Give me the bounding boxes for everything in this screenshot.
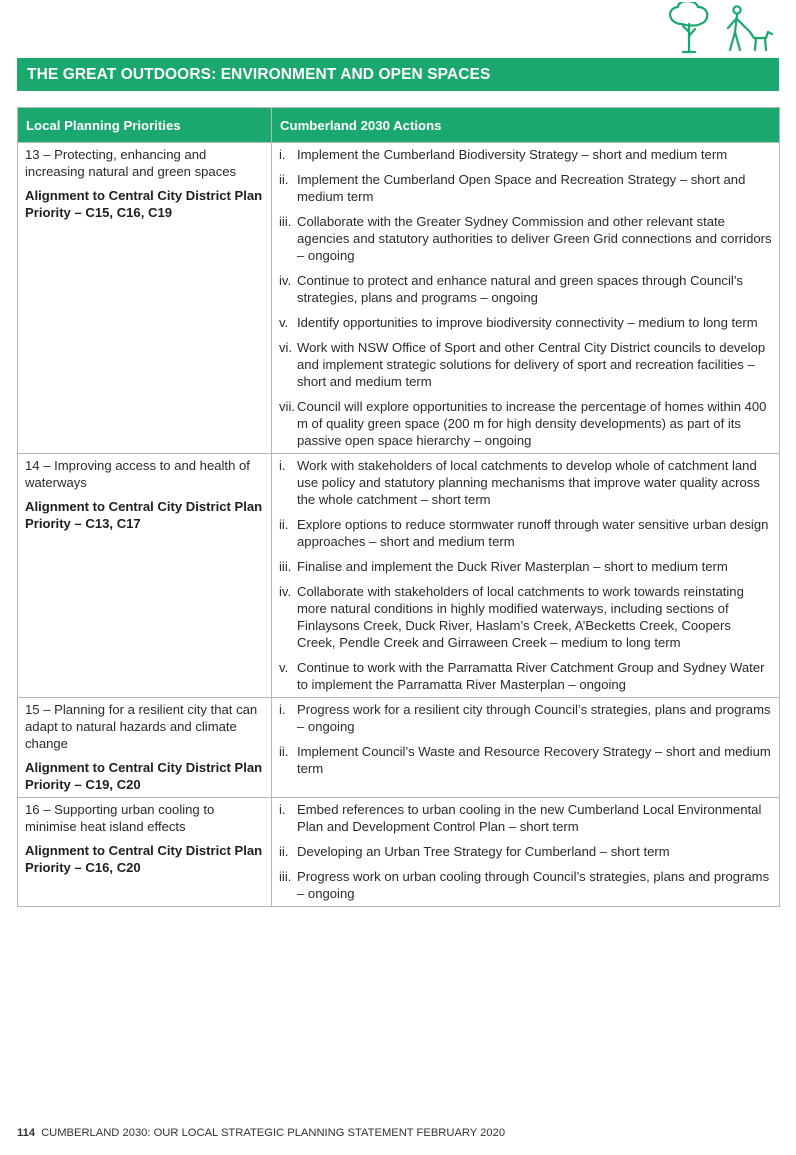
actions-list — [279, 701, 773, 777]
priority-cell — [18, 454, 272, 698]
table-row — [18, 454, 780, 698]
page-footer — [17, 1127, 505, 1139]
column-header-priorities: Local Planning Priorities — [18, 108, 272, 143]
action-text: Council will explore opportunities to increase the percentage of homes within 400 m of quality green space (200 m for high density developments) as part of its passive open space hierarchy – ongoing — [297, 399, 767, 448]
action-numeral: iii. — [279, 559, 292, 574]
actions-cell — [272, 698, 780, 798]
action-numeral: iv. — [279, 273, 292, 288]
action-item — [279, 339, 773, 390]
action-numeral: vi. — [279, 340, 293, 355]
actions-cell — [272, 143, 780, 454]
action-text: Implement the Cumberland Open Space and Recreation Strategy – short and medium term — [297, 172, 746, 204]
priority-cell — [18, 798, 272, 907]
actions-list — [279, 457, 773, 693]
alignment-text: Alignment to Central City District Plan Priority – C19, C20 — [25, 760, 263, 792]
action-text: Work with stakeholders of local catchments to develop whole of catchment land use policy and statutory planning mechanisms that improve water quality across the whole catchment – short term — [297, 458, 760, 507]
action-item — [279, 314, 773, 331]
planning-priorities-table — [17, 107, 780, 907]
action-numeral: v. — [279, 660, 289, 675]
action-numeral: i. — [279, 702, 286, 717]
action-text: Work with NSW Office of Sport and other Central City District councils to develop and implement strategic solutions for delivery of sport and recreation facilities – short and medium term — [297, 340, 766, 389]
action-text: Continue to protect and enhance natural and green spaces through Council’s strategies, plans and programs – ongoing — [297, 273, 743, 305]
actions-cell — [272, 798, 780, 907]
action-text: Finalise and implement the Duck River Masterplan – short to medium term — [297, 559, 728, 574]
action-numeral: i. — [279, 458, 286, 473]
action-item — [279, 146, 773, 163]
action-item — [279, 659, 773, 693]
priority-text: 14 – Improving access to and health of waterways — [25, 458, 250, 490]
priority-text: 16 – Supporting urban cooling to minimise heat island effects — [25, 802, 215, 834]
action-item — [279, 558, 773, 575]
action-numeral: iv. — [279, 584, 292, 599]
action-text: Progress work for a resilient city through Council’s strategies, plans and programs – ongoing — [297, 702, 771, 734]
action-text: Identify opportunities to improve biodiversity connectivity – medium to long term — [297, 315, 758, 330]
column-header-actions: Cumberland 2030 Actions — [272, 108, 780, 143]
table-row — [18, 143, 780, 454]
action-item — [279, 213, 773, 264]
tree-and-walker-with-dog-icon — [662, 2, 774, 56]
table-header-row — [18, 108, 780, 143]
alignment-text: Alignment to Central City District Plan Priority – C16, C20 — [25, 843, 263, 875]
action-item — [279, 701, 773, 735]
action-text: Progress work on urban cooling through Council’s strategies, plans and programs – ongoing — [297, 869, 770, 901]
alignment-text: Alignment to Central City District Plan Priority – C13, C17 — [25, 499, 263, 531]
priority-text: 13 – Protecting, enhancing and increasing natural and green spaces — [25, 147, 237, 179]
action-numeral: i. — [279, 147, 286, 162]
action-text: Continue to work with the Parramatta River Catchment Group and Sydney Water to implement the Parramatta River Masterplan – ongoing — [297, 660, 765, 692]
action-text: Collaborate with stakeholders of local catchments to work towards reinstating more natural conditions in highly modified waterways, including sections of Finlaysons Creek, Duck River, Haslam’s Creek, A’Becketts Creek, Coopers Creek, Pendle Creek and Girraween Creek – medium to long term — [297, 584, 744, 650]
action-item — [279, 868, 773, 902]
action-numeral: i. — [279, 802, 286, 817]
priority-cell — [18, 698, 272, 798]
action-text: Explore options to reduce stormwater runoff through water sensitive urban design approaches – short and medium term — [297, 517, 769, 549]
table-row — [18, 698, 780, 798]
action-item — [279, 801, 773, 835]
action-numeral: vii. — [279, 399, 296, 414]
action-item — [279, 583, 773, 651]
action-item — [279, 743, 773, 777]
priority-cell — [18, 143, 272, 454]
actions-cell — [272, 454, 780, 698]
action-numeral: ii. — [279, 172, 289, 187]
action-text: Collaborate with the Greater Sydney Commission and other relevant state agencies and statutory authorities to deliver Green Grid connections and corridors – ongoing — [297, 214, 772, 263]
priority-text: 15 – Planning for a resilient city that can adapt to natural hazards and climate change — [25, 702, 258, 751]
action-item — [279, 843, 773, 860]
action-text: Implement Council’s Waste and Resource Recovery Strategy – short and medium term — [297, 744, 771, 776]
footer-text: CUMBERLAND 2030: OUR LOCAL STRATEGIC PLANNING STATEMENT FEBRUARY 2020 — [41, 1127, 506, 1139]
action-item — [279, 171, 773, 205]
action-text: Implement the Cumberland Biodiversity Strategy – short and medium term — [297, 147, 728, 162]
actions-list — [279, 146, 773, 449]
alignment-text: Alignment to Central City District Plan Priority – C15, C16, C19 — [25, 188, 263, 220]
actions-list — [279, 801, 773, 902]
table-row — [18, 798, 780, 907]
action-item — [279, 516, 773, 550]
action-item — [279, 457, 773, 508]
action-text: Developing an Urban Tree Strategy for Cumberland – short term — [297, 844, 670, 859]
page-number: 114 — [17, 1127, 36, 1139]
action-numeral: ii. — [279, 844, 289, 859]
action-numeral: iii. — [279, 214, 292, 229]
action-numeral: iii. — [279, 869, 292, 884]
action-numeral: ii. — [279, 744, 289, 759]
action-item — [279, 272, 773, 306]
section-banner: THE GREAT OUTDOORS: ENVIRONMENT AND OPEN SPACES — [17, 58, 779, 91]
action-item — [279, 398, 773, 449]
action-numeral: v. — [279, 315, 289, 330]
action-numeral: ii. — [279, 517, 289, 532]
action-text: Embed references to urban cooling in the new Cumberland Local Environmental Plan and Development Control Plan – short term — [297, 802, 762, 834]
